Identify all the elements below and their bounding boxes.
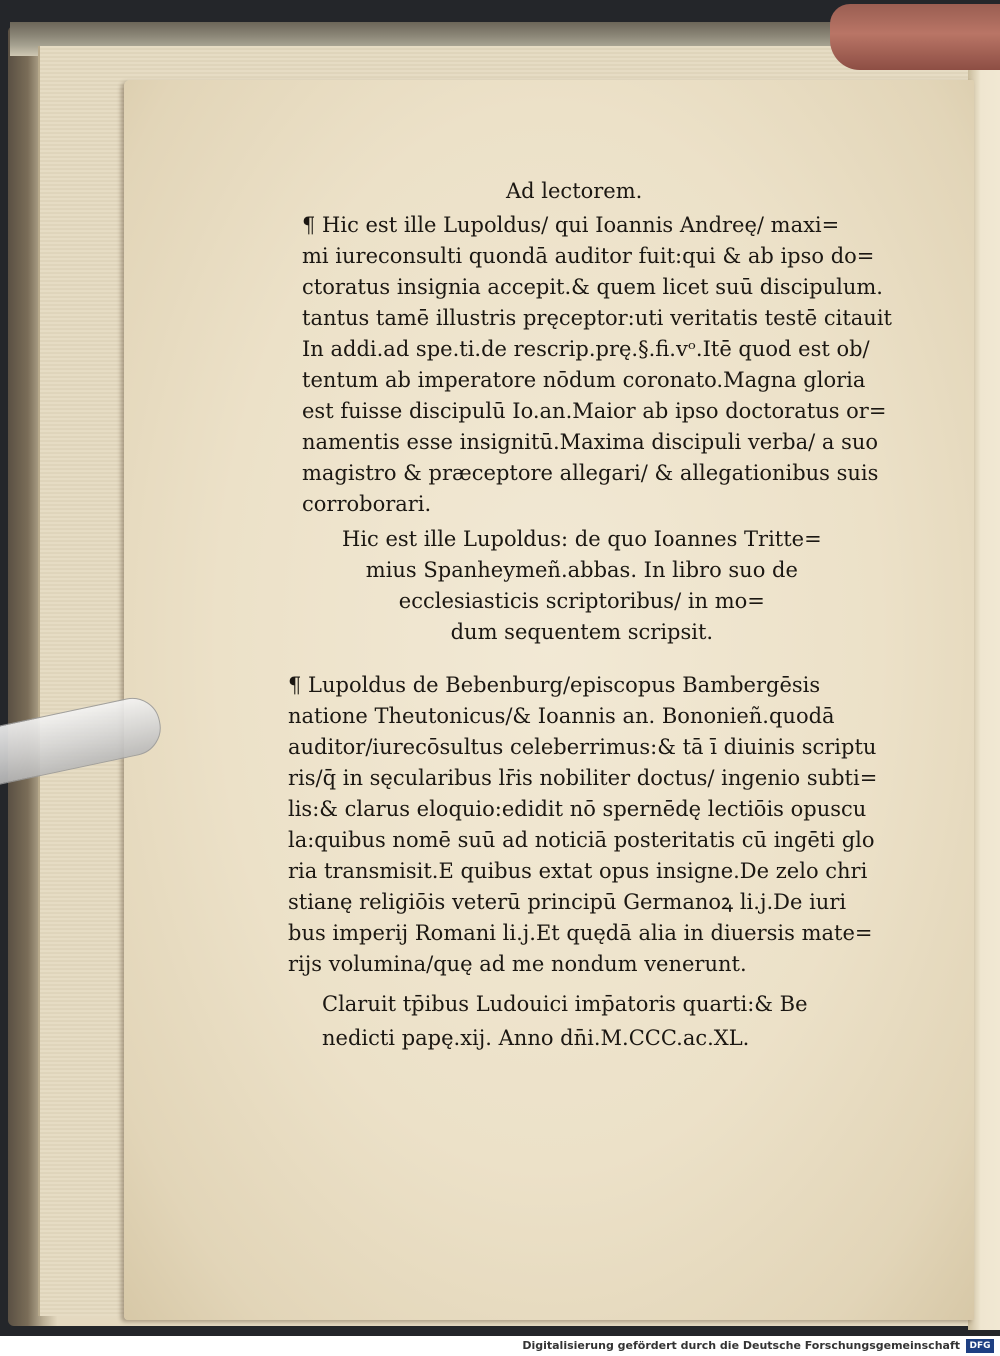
paragraph-intro <box>302 210 892 520</box>
text-line: ris/q̄ in sęcularibus lr̄is nobiliter doctus/ ingenio subti= <box>288 766 878 790</box>
text-line: tentum ab imperatore nōdum coronato.Magna gloria <box>302 368 866 392</box>
text-line: ria transmisit.E quibus extat opus insigne.De zelo chri <box>288 859 868 883</box>
text-line: est fuisse discipulū Io.an.Maior ab ipso doctoratus or= <box>302 399 887 423</box>
paragraph-biography <box>288 670 877 980</box>
heading-line: Ad lectorem. <box>506 179 643 203</box>
text-line: tantus tamē illustris pręceptor:uti veritatis testē citauit <box>302 306 892 330</box>
text-line: la:quibus nomē suū ad noticiā posteritatis cū ingēti glo <box>288 828 875 852</box>
text-line: stianę religiōis veterū principū Germanoꝝ li.j.De iuri <box>288 890 847 914</box>
ribbon-bookmark <box>830 4 1000 70</box>
text-line: ¶ Lupoldus de Bebenburg/episcopus Bambergēsis <box>288 673 821 697</box>
page-heading <box>506 176 642 207</box>
text-line: corroborari. <box>302 492 432 516</box>
text-line: bus imperij Romani li.j.Et quędā alia in diuersis mate= <box>288 921 873 945</box>
text-line: In addi.ad spe.ti.de rescrip.prę.§.fi.vᵒ.Itē quod est ob/ <box>302 337 870 361</box>
text-line: mius Spanheymeñ.abbas. In libro suo de <box>365 558 798 582</box>
text-line: lis:& clarus eloquio:edidit nō spernēdę lectiōis opuscu <box>288 797 867 821</box>
text-line: mi iureconsulti quondā auditor fuit:qui & ab ipso do= <box>302 244 875 268</box>
text-line: Hic est ille Lupoldus: de quo Ioannes Tritte= <box>342 527 822 551</box>
text-line: natione Theutonicus/& Ioannis an. Bononieñ.quodā <box>288 704 835 728</box>
text-line: rijs volumina/quę ad me nondum venerunt. <box>288 952 747 976</box>
text-line: magistro & præceptore allegari/ & allegationibus suis <box>302 461 879 485</box>
text-line: ¶ Hic est ille Lupoldus/ qui Ioannis Andreę/ maxi= <box>302 213 840 237</box>
dfg-logo-icon: DFG <box>966 1339 994 1353</box>
text-line: nedicti papę.xij. Anno dn̄i.M.CCC.ac.XL. <box>322 1026 750 1050</box>
paragraph-trittemius <box>342 524 822 648</box>
text-line: ecclesiasticis scriptoribus/ in mo= <box>398 589 765 613</box>
funding-credit: Digitalisierung gefördert durch die Deutsche Forschungsgemeinschaft <box>522 1339 960 1352</box>
text-line: ctoratus insignia accepit.& quem licet suū discipulum. <box>302 275 883 299</box>
paragraph-claruit <box>322 987 808 1055</box>
text-line: dum sequentem scripsit. <box>450 620 714 644</box>
text-line: namentis esse insignitū.Maxima discipuli verba/ a suo <box>302 430 879 454</box>
footer-bar <box>0 1336 1000 1356</box>
text-line: auditor/iurecōsultus celeberrimus:& tā ī diuinis scriptu <box>288 735 877 759</box>
text-line: Claruit tp̄ibus Ludouici imp̄atoris quarti:& Be <box>322 992 808 1016</box>
